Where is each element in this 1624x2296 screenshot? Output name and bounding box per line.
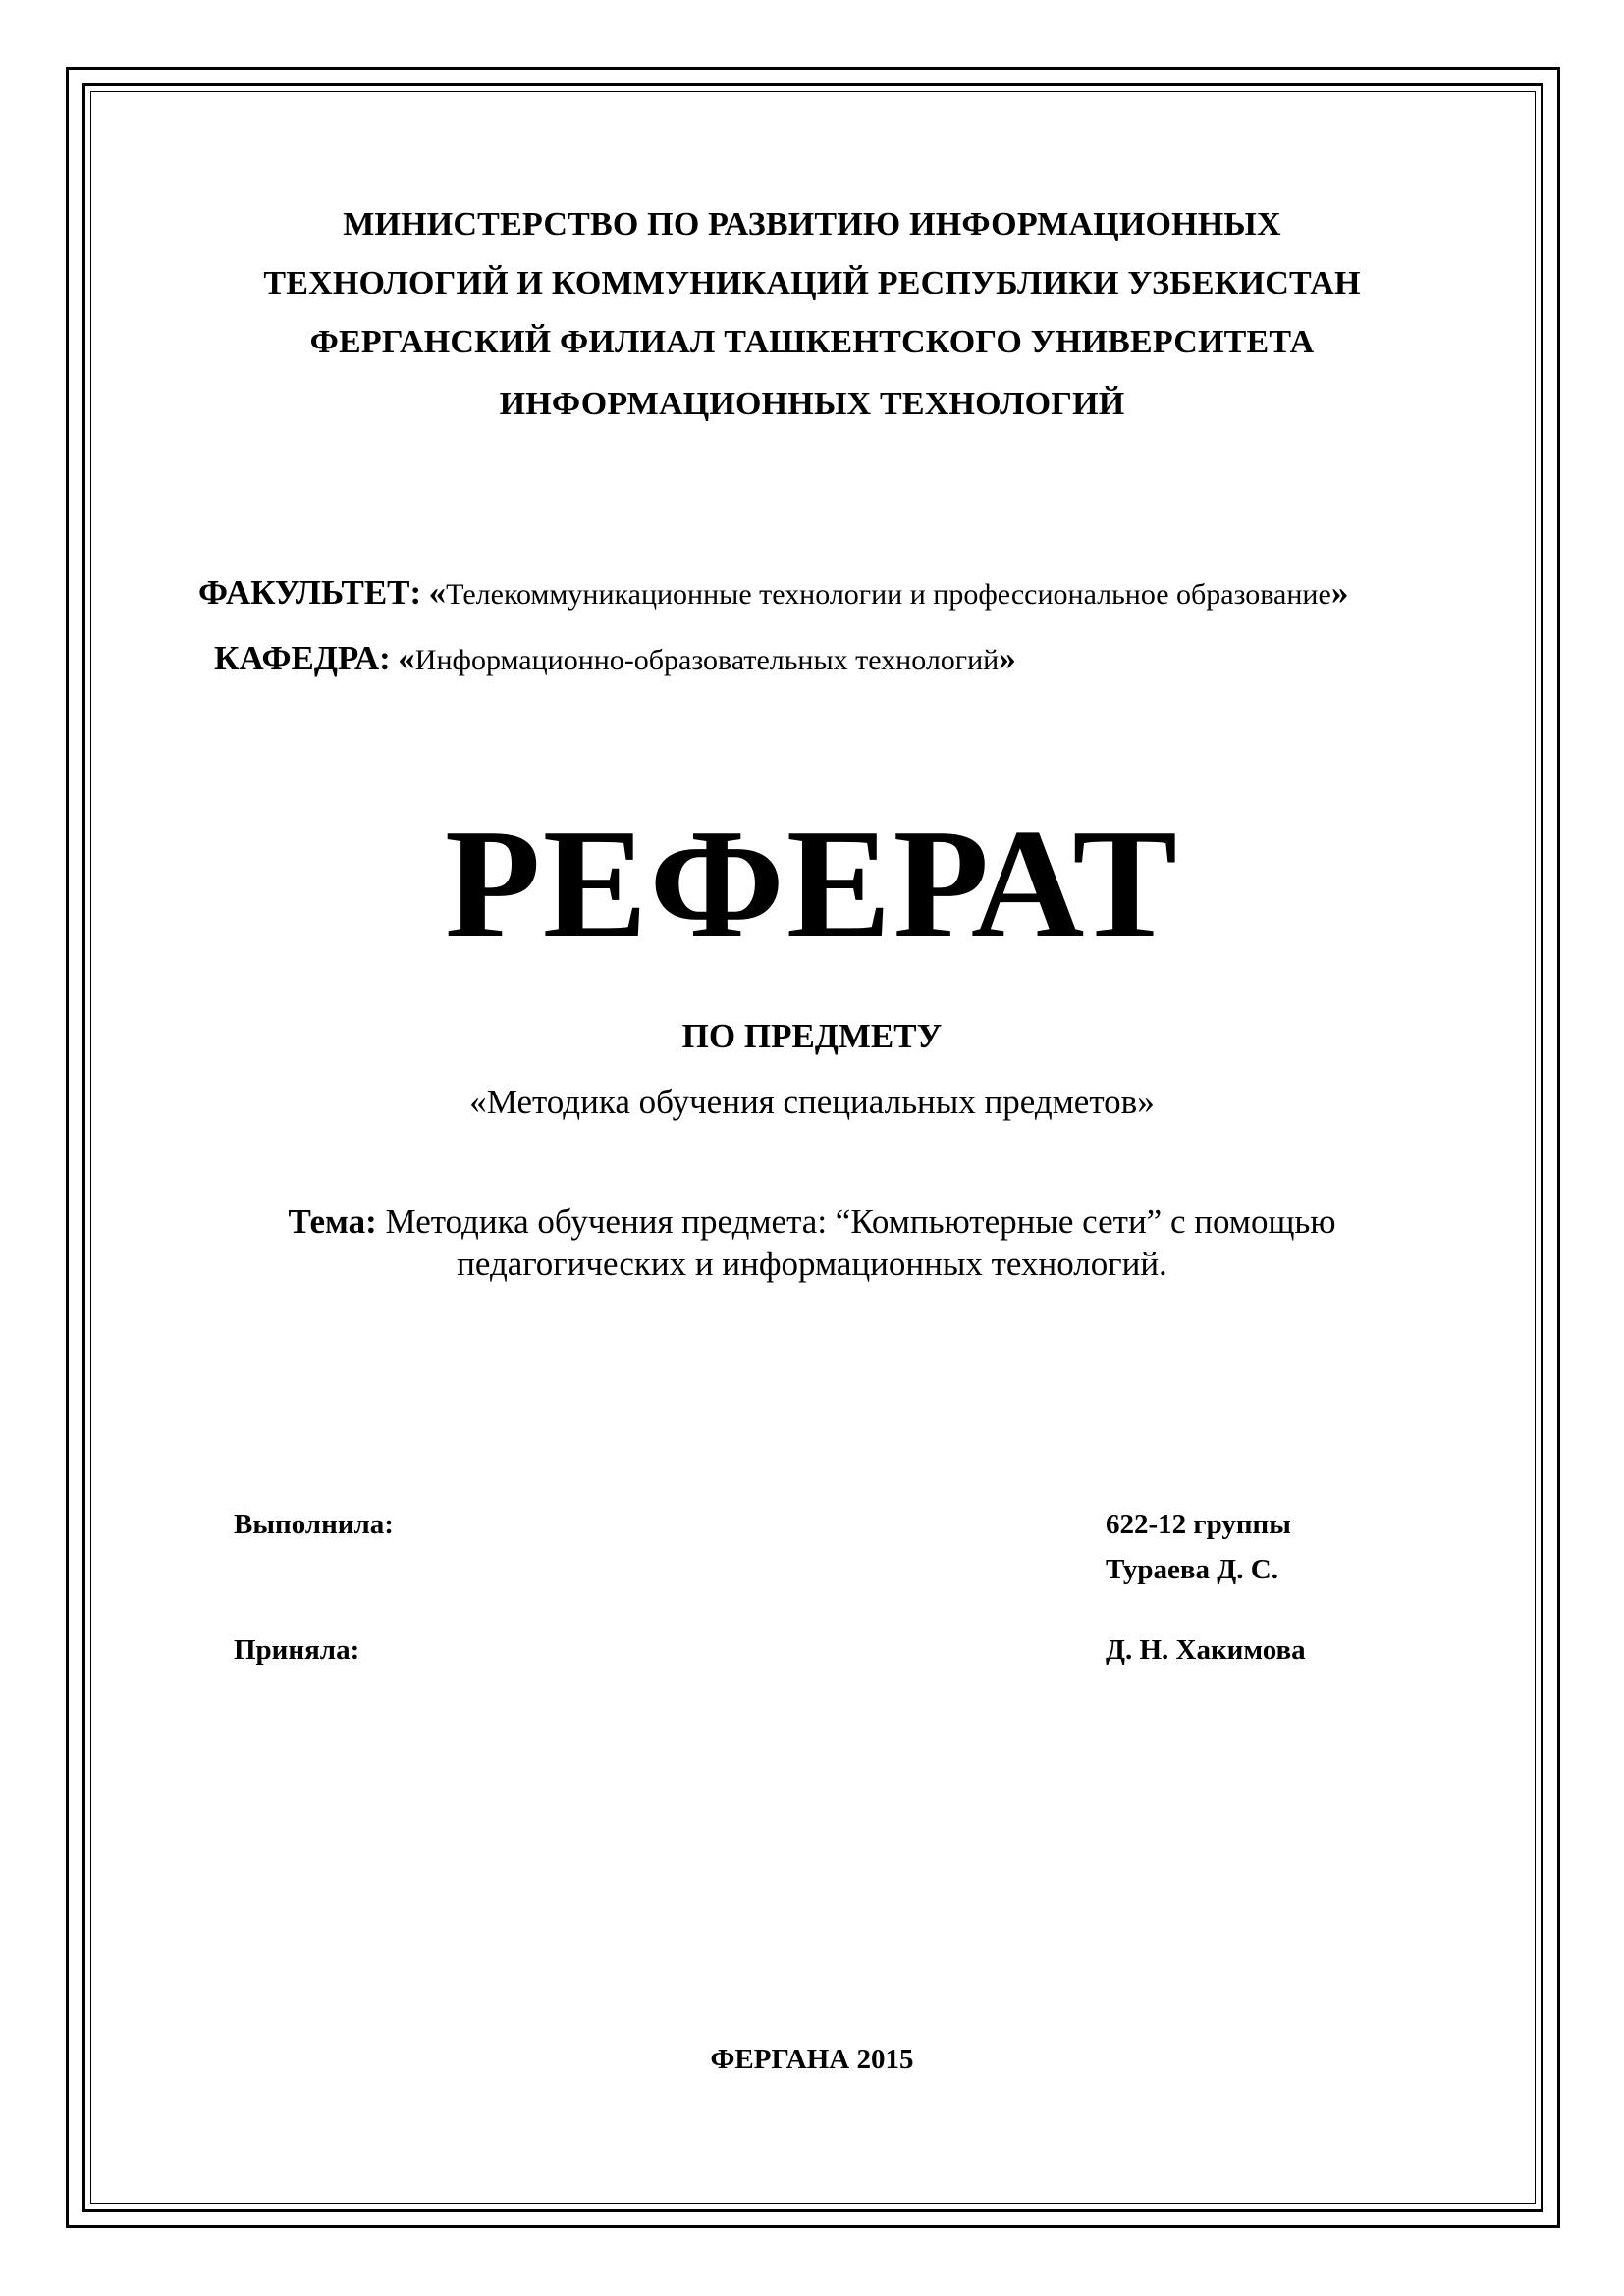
student-group: 622-12 группы bbox=[1106, 1509, 1291, 1540]
department-open-quote: « bbox=[398, 639, 415, 677]
document-title: РЕФЕРАТ bbox=[444, 796, 1180, 971]
department-line bbox=[214, 639, 1016, 678]
subject-name: «Методика обучения специальных предметов» bbox=[469, 1083, 1155, 1121]
ministry-line-1: МИНИСТЕРСТВО ПО РАЗВИТИЮ ИНФОРМАЦИОННЫХ bbox=[343, 206, 1281, 242]
department-label: КАФЕДРА: bbox=[214, 639, 391, 677]
faculty-open-quote: « bbox=[428, 573, 447, 612]
accepted-label: Приняла: bbox=[234, 1634, 360, 1666]
performed-label: Выполнила: bbox=[234, 1509, 394, 1540]
topic-line-1 bbox=[0, 1202, 1624, 1242]
ministry-line-2: ТЕХНОЛОГИЙ И КОММУНИКАЦИЙ РЕСПУБЛИКИ УЗБЕКИСТАН bbox=[263, 265, 1361, 301]
faculty-label: ФАКУЛЬТЕТ: bbox=[198, 573, 422, 612]
department-close-quote: » bbox=[999, 639, 1016, 677]
university-line-2: ИНФОРМАЦИОННЫХ ТЕХНОЛОГИЙ bbox=[499, 386, 1125, 422]
topic-label: Тема: bbox=[288, 1202, 377, 1241]
faculty-close-quote: » bbox=[1330, 573, 1349, 612]
topic-line-2: педагогических и информационных технологий. bbox=[457, 1245, 1167, 1283]
footer-city-year: ФЕРГАНА 2015 bbox=[710, 2044, 914, 2075]
faculty-value: Телекоммуникационные технологии и профессиональное образование bbox=[446, 578, 1331, 611]
teacher-name: Д. Н. Хакимова bbox=[1106, 1634, 1306, 1666]
topic-text-1: Методика обучения предмета: “Компьютерные сети” с помощью bbox=[376, 1202, 1336, 1241]
university-line-1: ФЕРГАНСКИЙ ФИЛИАЛ ТАШКЕНТСКОГО УНИВЕРСИТЕТА bbox=[309, 324, 1315, 360]
department-value: Информационно-образовательных технологий bbox=[414, 644, 1000, 676]
student-name: Тураева Д. С. bbox=[1106, 1554, 1278, 1585]
subject-label: ПО ПРЕДМЕТУ bbox=[681, 1017, 943, 1055]
faculty-line bbox=[198, 573, 1348, 613]
